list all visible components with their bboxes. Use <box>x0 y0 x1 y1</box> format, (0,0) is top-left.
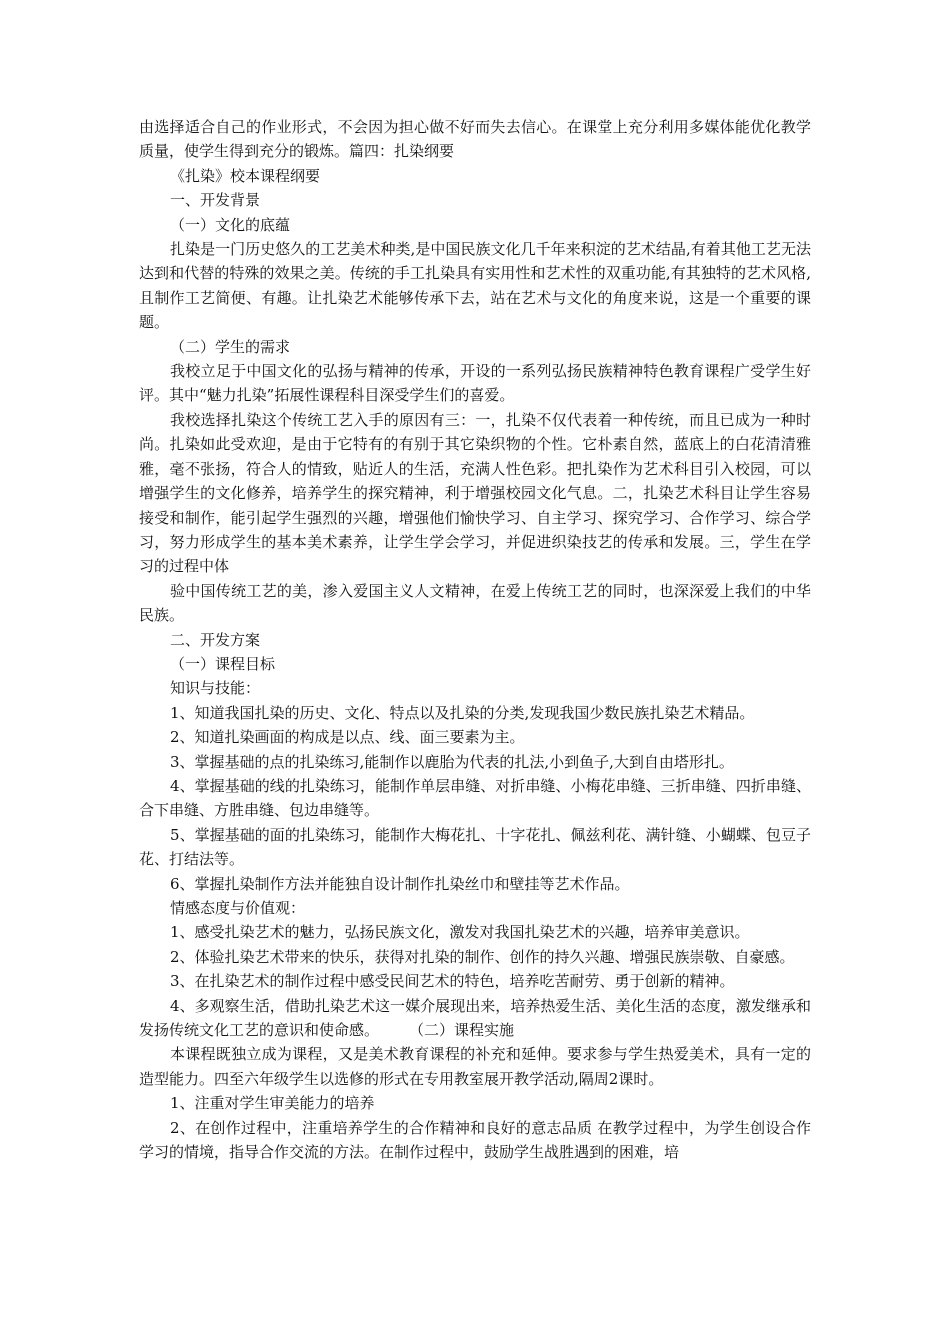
list-item: 2、在创作过程中，注重培养学生的合作精神和良好的意志品质 在教学过程中，为学生创设合作学习的情境，指导合作交流的方法。在制作过程中，鼓励学生战胜遇到的困难，培 <box>139 1118 811 1162</box>
list-heading: 知识与技能： <box>170 679 261 698</box>
course-title: 《扎染》校本课程纲要 <box>170 166 321 185</box>
list-item: 1、感受扎染艺术的魅力，弘扬民族文化，激发对我国扎染艺术的兴趣，培养审美意识。 <box>170 923 750 942</box>
paragraph: 扎染是一门历史悠久的工艺美术种类,是中国民族文化几千年来积淀的艺术结晶,有着其他工艺无法达到和代替的特殊的效果之美。传统的手工扎染具有实用性和艺术性的双重功能,有其独特的艺术风格,且制作工艺简便、有趣。让扎染艺术能够传承下去，站在艺术与文化的角度来说，这是一个重要的课题。 <box>139 240 811 332</box>
paragraph: 本课程既独立成为课程，又是美术教育课程的补充和延伸。要求参与学生热爱美术，具有一定的造型能力。四至六年级学生以选修的形式在专用教室展开教学活动,隔周2课时。 <box>139 1045 811 1088</box>
paragraph: 验中国传统工艺的美，渗入爱国主义人文精神，在爱上传统工艺的同时，也深深爱上我们的中华民族。 <box>139 581 811 625</box>
paragraph: 我校立足于中国文化的弘扬与精神的传承，开设的一系列弘扬民族精神特色教育课程广受学生好评。其中“魅力扎染”拓展性课程科目深受学生们的喜爱。 <box>139 362 811 405</box>
list-item: 5、掌握基础的面的扎染练习，能制作大梅花扎、十字花扎、佩兹利花、满针缝、小蝴蝶、包豆子花、打结法等。 <box>139 825 811 869</box>
list-item: 3、在扎染艺术的制作过程中感受民间艺术的特色，培养吃苦耐劳、勇于创新的精神。 <box>170 972 735 991</box>
list-item: 4、多观察生活，借助扎染艺术这一媒介展现出来，培养热爱生活、美化生活的态度，激发继承和发扬传统文化工艺的意识和使命感。 （二）课程实施 <box>139 996 811 1040</box>
list-item: 2、知道扎染画面的构成是以点、线、面三要素为主。 <box>170 728 525 747</box>
paragraph: 我校选择扎染这个传统工艺入手的原因有三：一，扎染不仅代表着一种传统，而且已成为一种时尚。扎染如此受欢迎，是由于它特有的有别于其它染织物的个性。它朴素自然，蓝底上的白花清清雅雅，毫不张扬，符合人的情致，贴近人的生活，充满人性色彩。把扎染作为艺术科目引入校园，可以增强学生的文化修养，培养学生的探究精神，利于增强校园文化气息。二，扎染艺术科目让学生容易接受和制作，能引起学生强烈的兴趣，增强他们愉快学习、自主学习、探究学习、合作学习、综合学习，努力形成学生的基本美术素养，让学生学会学习，并促进织染技艺的传承和发展。三，学生在学习的过程中体 <box>139 410 811 576</box>
list-item: 4、掌握基础的线的扎染练习，能制作单层串缝、对折串缝、小梅花串缝、三折串缝、四折串缝、合下串缝、方胜串缝、包边串缝等。 <box>139 776 811 820</box>
paragraph: 由选择适合自己的作业形式，不会因为担心做不好而失去信心。在课堂上充分利用多媒体能优化教学质量，使学生得到充分的锻炼。篇四：扎染纲要 <box>139 118 811 161</box>
document-body <box>139 115 811 1164</box>
subsection-heading: （一）课程目标 <box>170 654 276 673</box>
list-item: 3、掌握基础的点的扎染练习,能制作以鹿胎为代表的扎法,小到鱼子,大到自由塔形扎。 <box>170 752 734 771</box>
section-heading: 一、开发背景 <box>170 191 261 210</box>
subsection-heading: （二）学生的需求 <box>170 337 291 356</box>
subsection-heading: （一）文化的底蕴 <box>170 215 291 234</box>
list-item: 2、体验扎染艺术带来的快乐，获得对扎染的制作、创作的持久兴趣、增强民族崇敬、自豪感。 <box>170 947 795 966</box>
section-heading: 二、开发方案 <box>170 630 261 649</box>
list-heading: 情感态度与价值观： <box>170 899 306 917</box>
list-item: 6、掌握扎染制作方法并能独自设计制作扎染丝巾和壁挂等艺术作品。 <box>170 874 630 893</box>
list-item: 1、知道我国扎染的历史、文化、特点以及扎染的分类,发现我国少数民族扎染艺术精品。 <box>170 703 755 722</box>
list-item: 1、注重对学生审美能力的培养 <box>170 1094 375 1113</box>
